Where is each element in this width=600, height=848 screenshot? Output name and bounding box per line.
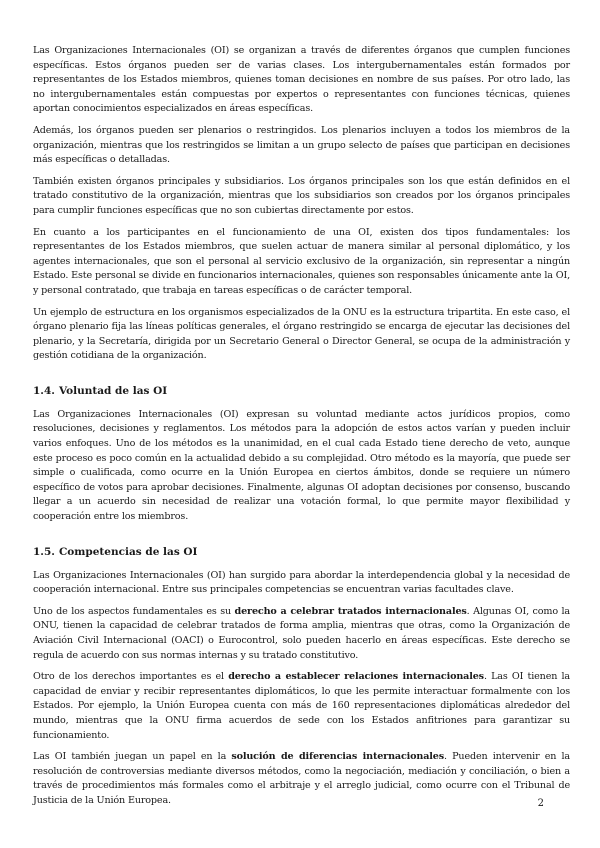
paragraph-tripartita: Un ejemplo de estructura en los organismos especializados de la ONU es la estructura tripartita. En este caso, el órgano plenario fija las líneas políticas generales, el órgano restringido se encarga de ejecutar las decisiones del plenario, y la Secretaría, dirigida por un Secretario General o Director General, se ocupa de la administración y gestión cotidiana de la organización. — [33, 306, 570, 362]
emphasis-diferencias: solución de diferencias internacionales — [231, 751, 444, 763]
page-number: 2 — [537, 798, 544, 809]
paragraph-participantes: En cuanto a los participantes en el funcionamiento de una OI, existen dos tipos fundamentales: los representantes de los Estados miembros, que suelen actuar de manera similar al personal diplomático, y los agentes internacionales, que son el personal al servicio exclusivo de la organización, sin representar a ningún Estado. Este personal se divide en funcionarios internacionales, quienes son responsables únicamente ante la OI, y personal contratado, que trabaja en tareas específicas o de carácter temporal. — [33, 226, 570, 296]
section-number: 1.5. — [33, 545, 55, 558]
paragraph-tratados: Uno de los aspectos fundamentales es su derecho a celebrar tratados internacionales. Algunas OI, como la ONU, tienen la capacidad de celebrar tratados de forma amplia, mientras que otras, como la Organización de Aviación Civil Internacional (OACI) o Eurocontrol, solo pueden hacerlo en áreas específicas. Este derecho se regula de acuerdo con sus normas internas y su tratado constitutivo. — [33, 605, 570, 661]
emphasis-tratados: derecho a celebrar tratados internacionales — [234, 605, 467, 617]
paragraph-relaciones: Otro de los derechos importantes es el derecho a establecer relaciones internacionales. Las OI tienen la capacidad de enviar y recibir representantes diplomáticos, lo que les permite interactuar formalmente con los Estados. Por ejemplo, la Unión Europea cuenta con más de 160 representaciones diplomáticas alrededor del mundo, mientras que la ONU firma acuerdos de sede con los Estados anfitriones para garantizar su funcionamiento. — [33, 671, 570, 741]
paragraph-competencias-intro: Las Organizaciones Internacionales (OI) han surgido para abordar la interdependencia global y la necesidad de cooperación internacional. Entre sus principales competencias se encuentran varias facultades clave. — [33, 569, 570, 596]
paragraph-plenarios: Además, los órganos pueden ser plenarios o restringidos. Los plenarios incluyen a todos los miembros de la organización, mientras que los restringidos se limitan a un grupo selecto de países que participan en decisiones más específicas o detalladas. — [33, 124, 570, 166]
paragraph-voluntad: Las Organizaciones Internacionales (OI) expresan su voluntad mediante actos jurídicos propios, como resoluciones, decisiones y reglamentos. Los métodos para la adopción de estos actos varían y pueden incluir varios enfoques. Uno de los métodos es la unanimidad, en el cual cada Estado tiene derecho de veto, aunque este proceso es poco común en la actualidad debido a su complejidad. Otro método es la mayoría, que puede ser simple o cualificada, como ocurre en la Unión Europea en ciertos ámbitos, donde se requiere un número específico de votos para aprobar decisiones. Finalmente, algunas OI adoptan decisiones por consenso, buscando llegar a un acuerdo sin necesidad de realizar una votación formal, lo que permite mayor flexibilidad y cooperación entre los miembros. — [33, 408, 570, 523]
paragraph-diferencias: Las OI también juegan un papel en la solución de diferencias internacionales. Pueden intervenir en la resolución de controversias mediante diversos métodos, como la negociación, mediación y conciliación, o bien a través de procedimientos más formales como el arbitraje y el arreglo judicial, como ocurre con el Tribunal de Justicia de la Unión Europea. — [33, 751, 570, 806]
section-number: 1.4. — [33, 384, 55, 397]
section-heading-voluntad — [33, 384, 570, 398]
section-title: Competencias de las OI — [58, 545, 198, 558]
section-heading-competencias — [33, 545, 570, 559]
paragraph-principales: También existen órganos principales y subsidiarios. Los órganos principales son los que están definidos en el tratado constitutivo de la organización, mientras que los subsidiarios son creados por los órganos principales para cumplir funciones específicas que no son cubiertas directamente por estos. — [33, 175, 570, 216]
emphasis-relaciones: derecho a establecer relaciones internacionales — [228, 671, 484, 683]
section-title: Voluntad de las OI — [58, 384, 168, 397]
paragraph-organos: Las Organizaciones Internacionales (OI) se organizan a través de diferentes órganos que cumplen funciones específicas. Estos órganos pueden ser de varias clases. Los intergubernamentales están formados por representantes de los Estados miembros, quienes toman decisiones en nombre de sus países. Por otro lado, las no intergubernamentales están compuestas por expertos o representantes con funciones técnicas, quienes aportan conocimientos especializados en áreas específicas. — [33, 45, 570, 115]
